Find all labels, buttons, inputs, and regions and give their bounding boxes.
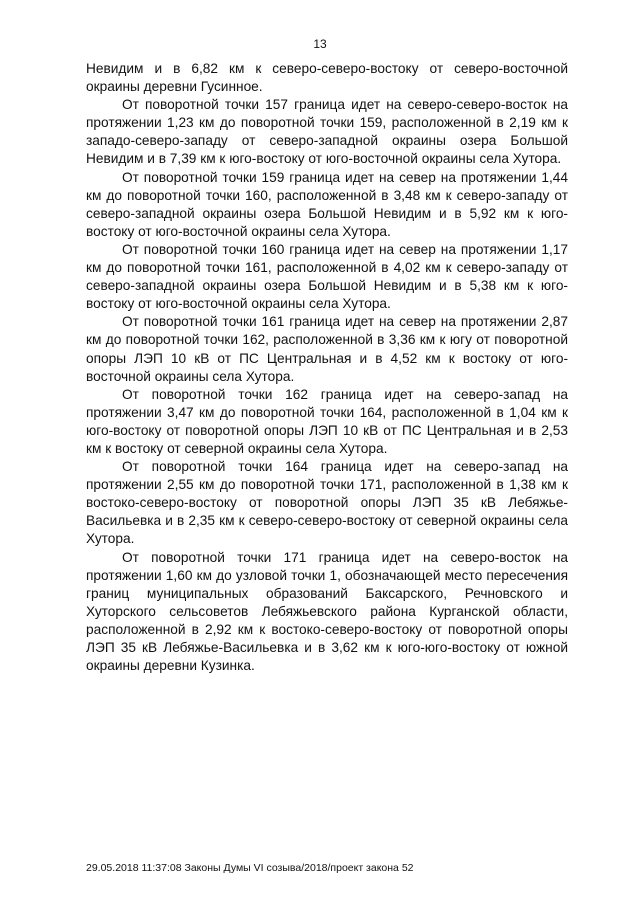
document-body (86, 60, 568, 675)
paragraph-point-171: От поворотной точки 171 граница идет на северо-восток на протяжении 1,60 км до узловой точки 1, обозначающей место пересечения границ муниципальных образований Баксарского, Речновского и Хуторского сельсоветов Лебяжьевского района Курганской области, расположенной в 2,92 км к востоко-северо-востоку от поворотной опоры ЛЭП 35 кВ Лебяжье-Васильевка и в 3,62 км к юго-юго-востоку от южной окраины деревни Кузинка. (86, 549, 568, 674)
paragraph-point-162: От поворотной точки 162 граница идет на северо-запад на протяжении 3,47 км до поворотной точки 164, расположенной в 1,04 км к юго-востоку от поворотной опоры ЛЭП 10 кВ от ПС Центральная и в 2,53 км к востоку от северной окраины села Хутора. (86, 386, 568, 456)
paragraph-point-157: От поворотной точки 157 граница идет на северо-северо-восток на протяжении 1,23 км до поворотной точки 159, расположенной в 2,19 км к западо-северо-западу от северо-западной окраины озера Большой Невидим и в 7,39 км к юго-востоку от юго-восточной окраины села Хутора. (86, 97, 568, 167)
paragraph-continuation: Невидим и в 6,82 км к северо-северо-востоку от северо-восточной окраины деревни Гусинное. (86, 61, 568, 95)
paragraph-point-160: От поворотной точки 160 граница идет на север на протяжении 1,17 км до поворотной точки 161, расположенной в 4,02 км к северо-западу от северо-западной окраины озера Большой Невидим и в 5,38 км к юго-востоку от юго-восточной окраины села Хутора. (86, 241, 568, 312)
paragraph-point-164: От поворотной точки 164 граница идет на северо-запад на протяжении 2,55 км до поворотной точки 171, расположенной в 1,38 км к востоко-северо-востоку от поворотной опоры ЛЭП 35 кВ Лебяжье-Васильевка и в 2,35 км к северо-северо-востоку от северной окраины села Хутора. (86, 459, 568, 547)
paragraph-point-159: От поворотной точки 159 граница идет на север на протяжении 1,44 км до поворотной точки 160, расположенной в 3,48 км к северо-западу от северо-западной окраины озера Большой Невидим и в 5,92 км к юго-востоку от юго-восточной окраины села Хутора. (86, 169, 568, 239)
page-number: 13 (313, 37, 327, 51)
document-footer: 29.05.2018 11:37:08 Законы Думы VI созыва/2018/проект закона 52 (86, 862, 414, 874)
paragraph-point-161: От поворотной точки 161 граница идет на север на протяжении 2,87 км до поворотной точки 162, расположенной в 3,36 км к югу от поворотной опоры ЛЭП 10 кВ от ПС Центральная и в 4,52 км к востоку от юго-восточной окраины села Хутора. (86, 314, 568, 384)
